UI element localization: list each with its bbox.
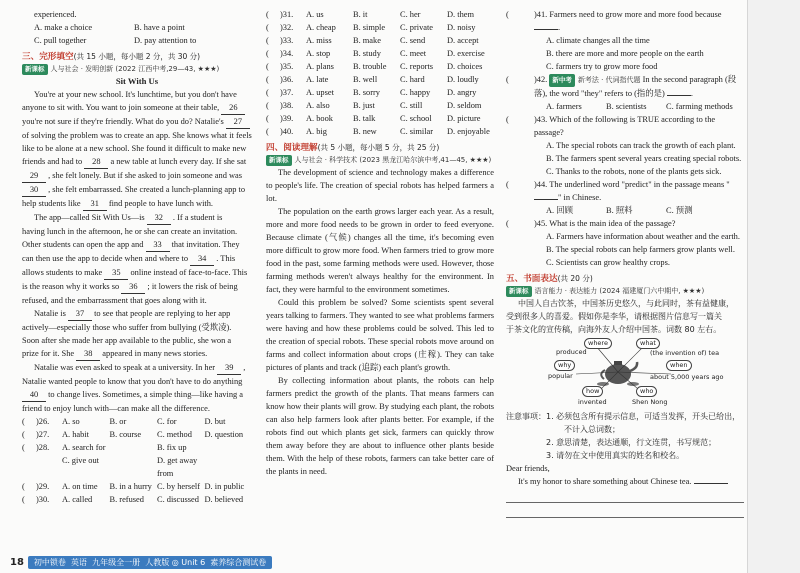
cloze-blank-33[interactable]: 33: [146, 238, 170, 252]
option: D. enjoyable: [447, 127, 490, 136]
cloze-line: friend to enjoy lunch with—can make all the difference.: [22, 404, 210, 413]
cloze-questions-26-30: [22, 415, 252, 506]
question-number: )26.: [36, 417, 50, 426]
cloze-line: Natalie was even asked to speak at a university. In her 39 ,: [22, 361, 252, 375]
tea-mindmap: [526, 338, 726, 408]
question-row: [22, 415, 252, 428]
option: D. accept: [447, 36, 479, 45]
passage-title: Sit With Us: [115, 76, 159, 86]
option: C. reports: [400, 62, 434, 71]
column-left: [22, 8, 252, 506]
cloze-blank-40[interactable]: 40: [22, 388, 46, 402]
option: B. trouble: [353, 62, 387, 71]
question-number: )34.: [280, 49, 294, 58]
option: A. search for: [62, 443, 106, 452]
question-row: [266, 47, 494, 60]
footer-bar: 初中锁卷 英语 九年级全一册 人教版 ◎ Unit 6 素养综合测试卷: [28, 556, 272, 569]
question-row: [266, 34, 494, 47]
option: A. plans: [306, 62, 334, 71]
option: A. upset: [306, 88, 334, 97]
answer-paren[interactable]: (: [266, 88, 269, 97]
option: C. her: [400, 10, 421, 19]
cloze-line: like to be alone at a new school. She found it difficult to make new: [22, 144, 247, 153]
answer-paren[interactable]: (: [266, 114, 269, 123]
option: B. sorry: [353, 88, 380, 97]
section-tag-reading: 新课标 人与社会 · 科学技术 (2023 黑龙江哈尔滨中考,41—45, ★★★): [266, 155, 494, 166]
answer-paren[interactable]: (: [266, 101, 269, 110]
mm-invention: (the invention of) tea: [650, 349, 720, 357]
option: C. happy: [400, 88, 431, 97]
cloze-blank-32[interactable]: 32: [147, 211, 171, 225]
mm-shen-nong: Shen Nong: [632, 398, 668, 406]
option: D. angry: [447, 88, 477, 97]
cloze-line: You're at your new school. It's lunchtime, but you don't have: [34, 90, 237, 99]
section-heading-reading: 四、阅读理解(共 5 小题，每小题 5 分，共 25 分): [266, 143, 440, 153]
cloze-line: friends and had to 28 a new table at lunch every day. If she sat: [22, 155, 252, 169]
question-number: )36.: [280, 75, 294, 84]
answer-paren[interactable]: (: [266, 10, 269, 19]
answer-paren[interactable]: (: [22, 417, 25, 426]
option: B. it: [353, 10, 368, 19]
answer-paren[interactable]: [22, 454, 36, 480]
binding-strip: [747, 0, 800, 573]
prev-options-row-2: C. pull together D. pay attention to: [34, 36, 197, 45]
question-44: ( )44. The underlined word "predict" in the passage means "" in Chinese.: [506, 180, 730, 202]
column-middle: [266, 8, 494, 478]
question-row: [266, 73, 494, 86]
question-row: [22, 428, 252, 441]
cloze-paragraph-3: [22, 307, 252, 361]
cloze-paragraph-4: [22, 361, 252, 415]
option: D. choices: [447, 62, 483, 71]
answer-paren[interactable]: (: [266, 23, 269, 32]
answer-blank-42[interactable]: [667, 95, 691, 96]
reading-paragraph-1: The development of science and technology makes a difference to people's life. The creation of special robots has helped farmers a lot.: [266, 168, 494, 203]
option: A. big: [306, 127, 327, 136]
answer-paren[interactable]: (: [266, 36, 269, 45]
option: C. school: [400, 114, 432, 123]
cloze-blank-35[interactable]: 35: [104, 266, 128, 280]
mm-invented: invented: [578, 398, 607, 406]
question-row: [266, 99, 494, 112]
option: D. picture: [447, 114, 481, 123]
option: C. method: [157, 430, 192, 439]
option: B. refused: [109, 495, 144, 504]
question-row: [22, 480, 252, 493]
option: A. cheap: [306, 23, 336, 32]
question-number: [36, 454, 62, 480]
question-number: )32.: [280, 23, 294, 32]
option: A. on time: [62, 482, 98, 491]
cloze-line: allows students to make 35 online instead of face-to-face. This: [22, 266, 252, 280]
question-row: [266, 60, 494, 73]
mm-about: about 5,000 years ago: [650, 373, 724, 381]
cloze-blank-39[interactable]: 39: [217, 361, 241, 375]
answer-paren[interactable]: (: [266, 62, 269, 71]
mm-what: what: [636, 338, 660, 349]
question-row: [266, 112, 494, 125]
page-number: 18: [10, 557, 24, 568]
cloze-paragraph-1: [22, 88, 252, 211]
writing-notes: 注意事项： 1. 必须包含所有提示信息，可适当发挥，开头已给出， 不计入总词数； 2. 意思清楚，表达通顺，行文连贯，书写规范； 3. 请勿在文中使用真实的姓名和校名。: [506, 412, 741, 460]
cloze-line: prize for it. She 38 appeared in many news stories.: [22, 347, 252, 361]
option: B. or: [109, 417, 127, 426]
answer-paren[interactable]: (: [22, 443, 25, 452]
option: A. late: [306, 75, 329, 84]
mm-produced: produced: [556, 348, 587, 356]
question-row: [22, 493, 252, 506]
question-42: ( )42. 新中考 新考法 · 代词指代题 In the second paragraph (段落), the word "they" refers to (指的是) .: [506, 75, 737, 98]
option: [110, 441, 158, 454]
cloze-line: The app—called Sit With Us—is 32 . If a student is: [22, 211, 252, 225]
cloze-line: Other students can open the app and 33 that invitation. They: [22, 238, 252, 252]
option: A. so: [62, 417, 80, 426]
option: [205, 441, 253, 454]
option: B. make: [353, 36, 381, 45]
question-number: )37.: [280, 88, 294, 97]
cloze-blank-29[interactable]: 29: [22, 169, 46, 183]
option: B. just: [353, 101, 375, 110]
option: B. new: [353, 127, 377, 136]
q45-options: A. Farmers have information about weather and the earth. B. The special robots can help farmers grow plants well. C. Scientists can grow healthy crops.: [546, 232, 740, 267]
cloze-line: you're not sure if they're friendly. What do you do? Natalie's 27: [22, 115, 252, 129]
q44-options: A. 回顾 B. 照料 C. 预测: [546, 206, 693, 215]
question-number: )33.: [280, 36, 294, 45]
option: B. well: [353, 75, 378, 84]
option: D. question: [204, 430, 244, 439]
cloze-line: anyone to sit with. You want to join someone at their table, 26: [22, 101, 252, 115]
question-number: )39.: [280, 114, 294, 123]
question-41: ( )41. Farmers need to grow more and more food because .: [506, 10, 722, 32]
section-tag-writing: 新课标 语言能力 · 表达能力 (2024 福建厦门六中期中, ★★★): [506, 286, 744, 297]
question-number: )28.: [36, 443, 50, 452]
cloze-line: help students like 31 find people to have lunch with.: [22, 197, 252, 211]
question-43: ( )43. Which of the following is TRUE according to the passage?: [506, 115, 716, 137]
question-number: )38.: [280, 101, 294, 110]
reading-paragraph-4: By collecting information about plants, the robots can help farmers predict the growth of the plants. That means farmers can know how their plants will grow. By studying each plant, the robots can also help farmers look after plants better. For example, if the robots find out which plants get sick, farmers can quickly throw them away before they are about to influence other plants beside them. With the help of these robots, farmers can take better care of the plants in need.: [266, 376, 494, 476]
option: C. still: [400, 101, 423, 110]
question-row: [22, 454, 252, 480]
option: C. similar: [400, 127, 434, 136]
option: D. exercise: [447, 49, 485, 58]
option: D. loudly: [447, 75, 479, 84]
option: A. miss: [306, 36, 332, 45]
writing-line-2[interactable]: [506, 505, 744, 518]
cloze-paragraph-2: [22, 211, 252, 307]
option: C. private: [400, 23, 434, 32]
cloze-questions-31-40: [266, 8, 494, 138]
section-heading-writing: 五、书面表达(共 20 分): [506, 274, 593, 284]
q42-options: A. farmers B. scientists C. farming methods: [546, 102, 733, 111]
option: C. discussed: [157, 495, 199, 504]
cloze-line: 30 , she felt embarrassed. She created a lunch-planning app to: [22, 183, 252, 197]
cloze-line: refused, and the embarrassment that goes along with it.: [22, 296, 207, 305]
writing-greeting: Dear friends,: [506, 464, 550, 473]
mm-how: how: [582, 386, 603, 397]
option: D. believed: [204, 495, 244, 504]
option: C. give out: [62, 456, 99, 465]
option: A. book: [306, 114, 333, 123]
option: D. seldom: [447, 101, 482, 110]
mm-when: when: [666, 360, 692, 371]
option: C. hard: [400, 75, 425, 84]
question-number: )31.: [280, 10, 294, 19]
question-row: [22, 441, 252, 454]
option: C. by herself: [157, 482, 201, 491]
option: [205, 454, 253, 480]
option: C. send: [400, 36, 426, 45]
cloze-line: can then use the app to decide when and where to 34 . This: [22, 252, 252, 266]
cloze-line: of solving the problem was to create an app. She knows what it feels: [22, 131, 252, 140]
option: B. in a hurry: [109, 482, 152, 491]
question-number: )40.: [280, 127, 294, 136]
answer-paren[interactable]: (: [22, 495, 25, 504]
prev-options-row-1: A. make a choice B. have a point: [34, 23, 185, 32]
option: B. course: [109, 430, 142, 439]
option: A. stop: [306, 49, 331, 58]
question-row: [266, 125, 494, 138]
q41-options: A. climate changes all the time B. there are more and more people on the earth C. farmers try to grow more food: [546, 36, 704, 71]
option: A. habit: [62, 430, 89, 439]
option: C. meet: [400, 49, 427, 58]
question-row: [266, 8, 494, 21]
cloze-line: Soon after she made her app available to the public, she won a: [22, 336, 232, 345]
mm-popular: popular: [548, 372, 573, 380]
column-right: [506, 8, 744, 518]
answer-paren[interactable]: (: [22, 430, 25, 439]
cloze-blank-30[interactable]: 30: [22, 183, 46, 197]
answer-paren[interactable]: (: [22, 482, 25, 491]
question-45: ( )45. What is the main idea of the passage?: [506, 219, 676, 228]
cloze-blank-38[interactable]: 38: [76, 347, 100, 361]
option: C. for: [157, 417, 177, 426]
option: B. study: [353, 49, 381, 58]
q43-options: A. The special robots can track the growth of each plant. B. The farmers spent several years creating special robots. C. Thanks to the robots, none of the plants gets sick.: [546, 141, 742, 176]
cloze-blank-37[interactable]: 37: [68, 307, 92, 321]
reading-paragraph-2: The population on the earth grows larger each year. As a result, more and more food needs to be grown in order to feed everyone. Because climate (气候) changes all the time, it's becoming even more difficult to grow more food. When farmers tried to grow more food in the past, some farming methods were used. However, those farming methods weren't always healthy for the environment. In fact, they were harmful to the environment sometimes.: [266, 207, 494, 294]
answer-paren[interactable]: (: [266, 75, 269, 84]
cloze-blank-31[interactable]: 31: [83, 197, 107, 211]
section-heading-cloze: 三、完形填空(共 15 小题，每小题 2 分，共 30 分): [22, 52, 201, 62]
option: A. us: [306, 10, 324, 19]
question-number: )27.: [36, 430, 50, 439]
option: B. simple: [353, 23, 386, 32]
question-number: )29.: [36, 482, 50, 491]
option: D. get away from: [157, 456, 198, 478]
writing-opening: It's my honor to share something about Chinese tea.: [506, 475, 744, 488]
answer-paren[interactable]: (: [266, 127, 269, 136]
page-footer: [10, 556, 272, 569]
option: D. noisy: [447, 23, 476, 32]
cloze-blank-34[interactable]: 34: [190, 252, 214, 266]
option: A. called: [62, 495, 93, 504]
question-number: )35.: [280, 62, 294, 71]
option: D. but: [204, 417, 226, 426]
option: B. talk: [353, 114, 376, 123]
prev-question-tail: experienced.: [34, 10, 77, 19]
question-number: )30.: [36, 495, 50, 504]
mm-where: where: [584, 338, 612, 349]
mm-who: who: [636, 386, 657, 397]
cloze-blank-36[interactable]: 36: [121, 280, 145, 294]
question-row: [266, 21, 494, 34]
cloze-blank-27[interactable]: 27: [226, 115, 250, 129]
cloze-line: having lunch in the afternoon, he or she can create an invitation.: [22, 227, 238, 236]
mm-why: why: [554, 360, 575, 371]
writing-blank[interactable]: [694, 483, 728, 484]
writing-line-1[interactable]: [506, 490, 744, 503]
option: A. also: [306, 101, 330, 110]
reading-paragraph-3: Could this problem be solved? Some scientists spent several years talking to farmers. They wanted to see what problems farmers were having and how these problems could be solved. This led to the creation of special robots. These special robots move around on farms and collect information about crops (庄稼). They can take pictures of plants and track (追踪) each plant's growth.: [266, 298, 494, 372]
option: D. them: [447, 10, 474, 19]
cloze-blank-26[interactable]: 26: [221, 101, 245, 115]
cloze-line: 29 , she felt lonely. But if she asked to join someone and was: [22, 169, 252, 183]
answer-blank-44[interactable]: [534, 199, 558, 200]
cloze-line: is the reason why it works so 36 ; it lowers the risk of being: [22, 280, 252, 294]
answer-blank-41[interactable]: [534, 29, 558, 30]
option: [110, 454, 158, 480]
writing-prompt: 中国人自古饮茶，中国茶历史悠久，与此同时，茶有益健康， 受到很多人的喜爱。假如你是李华，请根据图片信息写一篇关 于茶文化的宣传稿，向海外友人介绍中国茶。词数 80 左右。: [506, 299, 734, 334]
section-tag-cloze: 新课标 人与社会 · 发明创新 (2022 江西中考,29—43, ★★★): [22, 64, 252, 75]
cloze-blank-28[interactable]: 28: [84, 155, 108, 169]
cloze-line: actively—especially those who suffer from bullying (受欺凌).: [22, 323, 232, 332]
option: B. fix up: [157, 443, 187, 452]
option: D. in public: [204, 482, 245, 491]
answer-paren[interactable]: (: [266, 49, 269, 58]
cloze-line: Natalie is 37 to see that people are replying to her app: [22, 307, 252, 321]
question-row: [266, 86, 494, 99]
cloze-line: 40 to change lives. Sometimes, a simple thing—like having a: [22, 388, 252, 402]
cloze-line: Natalie wanted people to know that you don't have to do anything: [22, 377, 243, 386]
